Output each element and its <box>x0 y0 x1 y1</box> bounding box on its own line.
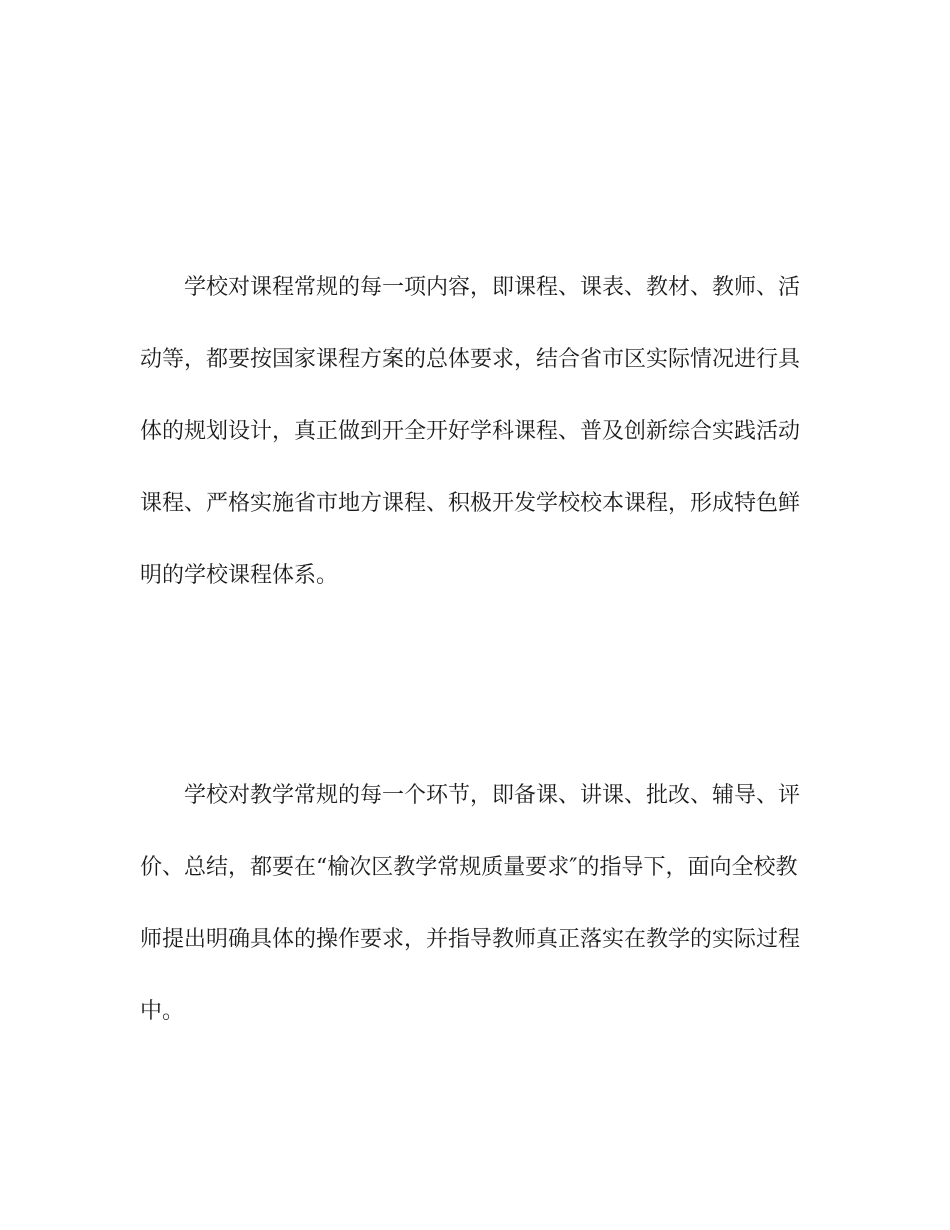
body-paragraph: 学校对课程常规的每一项内容，即课程、课表、教材、教师、活动等，都要按国家课程方案的总体要求，结合省市区实际情况进行具体的规划设计，真正做到开全开好学科课程、普及创新综合实践活动课程、严格实施省市地方课程、积极开发学校校本课程，形成特色鲜明的学校课程体系。 <box>140 275 801 588</box>
body-paragraph: 学校对教学常规的每一个环节，即备课、讲课、批改、辅导、评价、总结，都要在“榆次区教学常规质量要求″的指导下，面向全校教师提出明确具体的操作要求，并指导教师真正落实在教学的实际过程中。 <box>140 783 801 1024</box>
